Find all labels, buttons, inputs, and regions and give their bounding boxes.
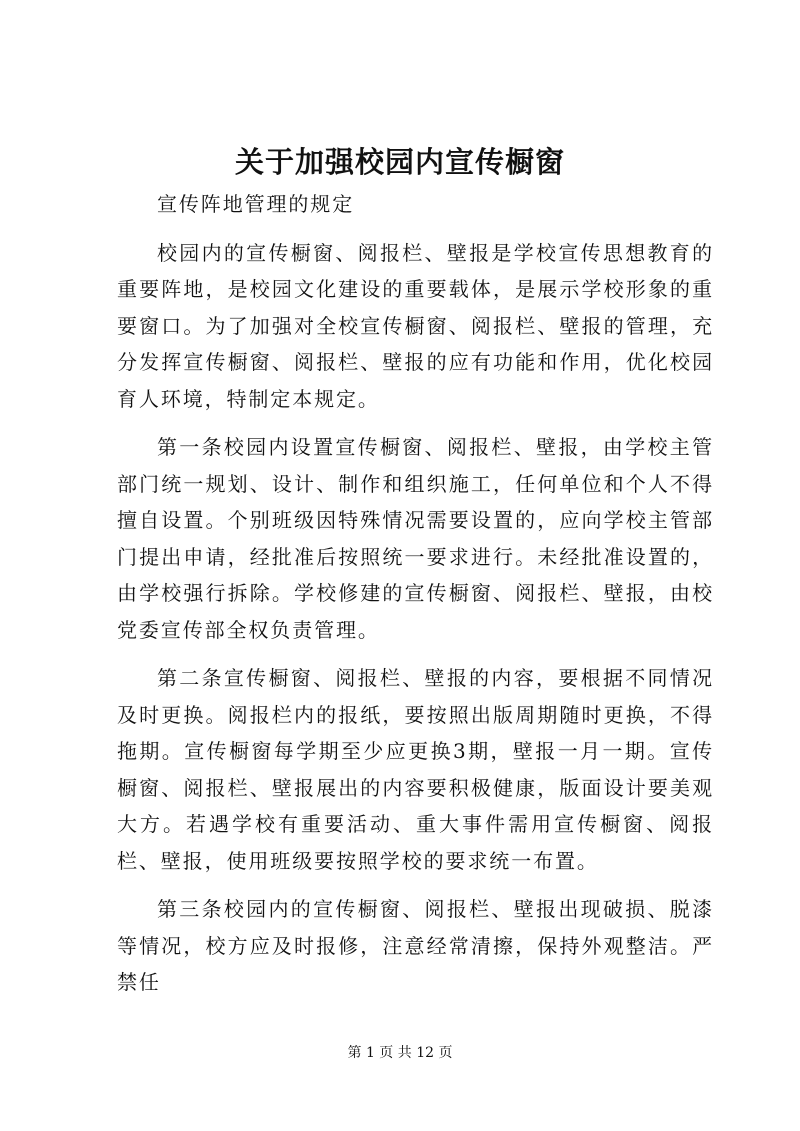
page-number-footer: 第 1 页 共 12 页 — [347, 1045, 453, 1061]
document-body — [117, 186, 714, 1013]
document-title: 关于加强校园内宣传橱窗 — [234, 145, 565, 179]
paragraph-article-2: 第二条宣传橱窗、阅报栏、壁报的内容，要根据不同情况及时更换。阅报栏内的报纸，要按照出版周期随时更换，不得拖期。宣传橱窗每学期至少应更换3期，壁报一月一期。宣传橱窗、阅报栏、壁报展出的内容要积极健康，版面设计要美观大方。若遇学校有重要活动、重大事件需用宣传橱窗、阅报栏、壁报，使用班级要按照学校的要求统一布置。 — [117, 666, 714, 873]
paragraph-article-3: 第三条校园内的宣传橱窗、阅报栏、壁报出现破损、脱漆等情况，校方应及时报修，注意经常清擦，保持外观整洁。严禁任 — [117, 897, 714, 994]
paragraph-article-1: 第一条校园内设置宣传橱窗、阅报栏、壁报，由学校主管部门统一规划、设计、制作和组织施工，任何单位和个人不得擅自设置。个别班级因特殊情况需要设置的，应向学校主管部门提出申请，经批准后按照统一要求进行。未经批准设置的，由学校强行拆除。学校修建的宣传橱窗、阅报栏、壁报，由校党委宣传部全权负责管理。 — [117, 435, 714, 642]
paragraph-intro: 校园内的宣传橱窗、阅报栏、壁报是学校宣传思想教育的重要阵地，是校园文化建设的重要载体，是展示学校形象的重要窗口。为了加强对全校宣传橱窗、阅报栏、壁报的管理，充分发挥宣传橱窗、阅报栏、壁报的应有功能和作用，优化校园育人环境，特制定本规定。 — [117, 240, 714, 411]
document-subtitle: 宣传阵地管理的规定 — [157, 192, 355, 216]
